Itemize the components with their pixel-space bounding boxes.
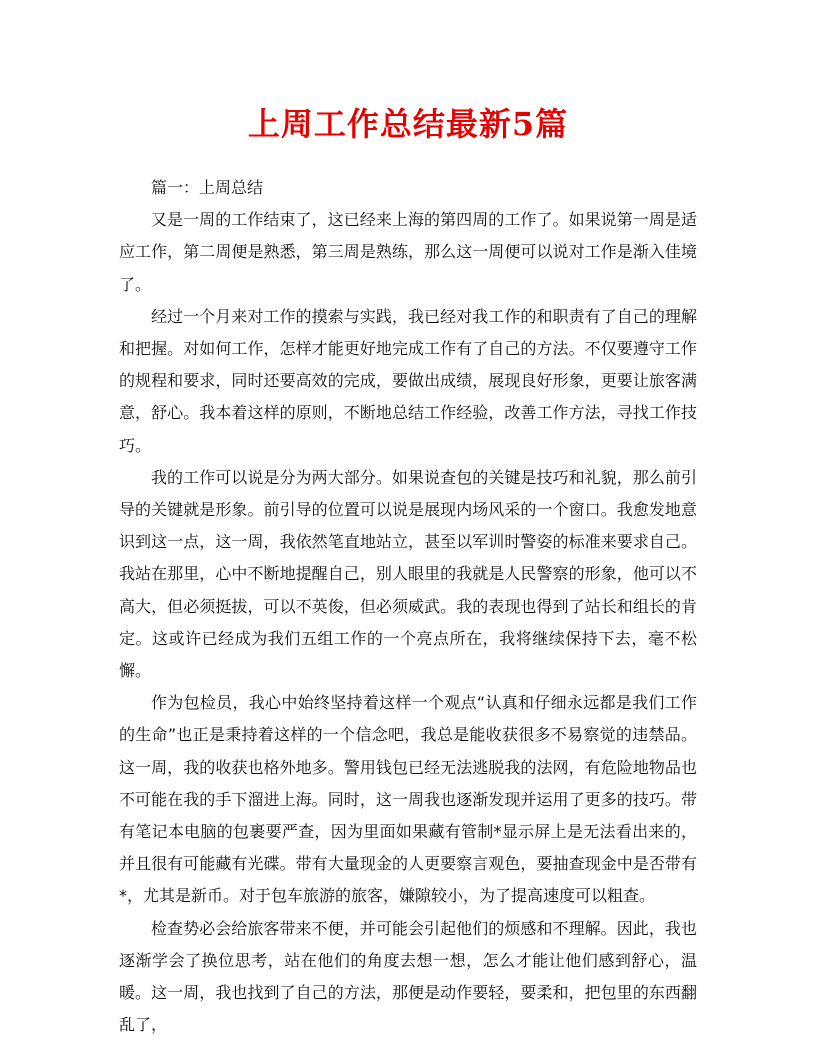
document-title: 上周工作总结最新5篇 xyxy=(247,105,569,143)
paragraph-3: 我的工作可以说是分为两大部分。如果说查包的关键是技巧和礼貌，那么前引导的关键就是形象。前引导的位置可以说是展现内场风采的一个窗口。我愈发地意识到这一点，这一周，我依然笔直地站立，甚至以军训时警姿的标准来要求自己。我站在那里，心中不断地提醒自己，别人眼里的我就是人民警察的形象，他可以不高大，但必须挺拔，可以不英俊，但必须威武。我的表现也得到了站长和组长的肯定。这或许已经成为我们五组工作的一个亮点所在，我将继续保持下去，毫不松懈。 xyxy=(119,467,697,681)
paragraph-2: 经过一个月来对工作的摸索与实践，我已经对我工作的和职责有了自己的理解和把握。对如何工作，怎样才能更好地完成工作有了自己的方法。不仅要遵守工作的规程和要求，同时还要高效的完成，要做出成绩，展现良好形象，更要让旅客满意，舒心。我本着这样的原则，不断地总结工作经验，改善工作方法，寻找工作技巧。 xyxy=(119,306,697,455)
section-heading: 篇一：上周总结 xyxy=(151,178,264,197)
paragraph-4: 作为包检员，我心中始终坚持着这样一个观点“认真和仔细永远都是我们工作的生命”也正是秉持着这样的一个信念吧，我总是能收获很多不易察觉的违禁品。这一周，我的收获也格外地多。警用钱包已经无法逃脱我的法网，有危险地物品也不可能在我的手下溜进上海。同时，这一周我也逐渐发现并运用了更多的技巧。带有笔记本电脑的包裹要严查，因为里面如果藏有管制*显示屏上是无法看出来的，并且很有可能藏有光碟。带有大量现金的人更要察言观色，要抽查现金中是否带有*，尤其是新币。对于包车旅游的旅客，嫌隙较小，为了提高速度可以粗查。 xyxy=(119,693,697,906)
paragraph-5: 检查势必会给旅客带来不便，并可能会引起他们的烦感和不理解。因此，我也逐渐学会了换位思考，站在他们的角度去想一想，怎么才能让他们感到舒心，温暖。这一周，我也找到了自己的方法，那便是动作要轻，要柔和，把包里的东西翻乱了， xyxy=(119,918,697,1035)
document-body xyxy=(119,172,697,1041)
paragraph-1: 又是一周的工作结束了，这已经来上海的第四周的工作了。如果说第一周是适应工作，第二周便是熟悉，第三周是熟练，那么这一周便可以说对工作是渐入佳境了。 xyxy=(119,210,697,294)
